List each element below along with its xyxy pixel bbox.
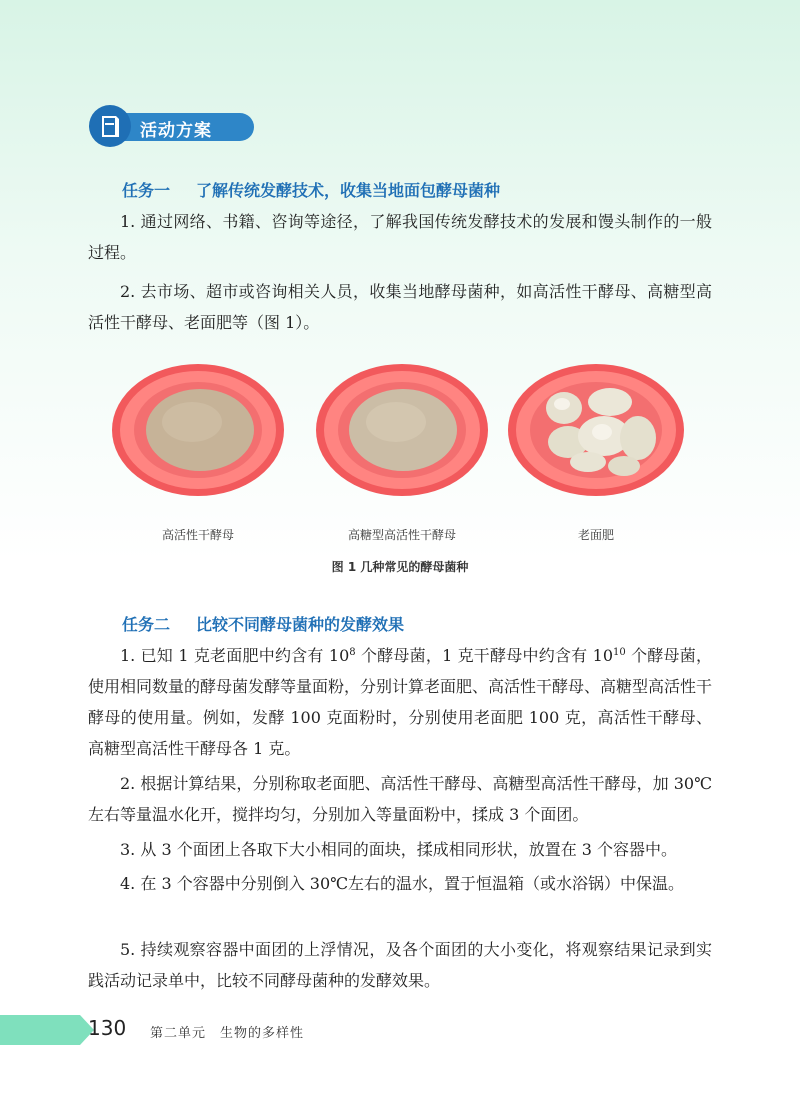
activity-title: 活动方案 <box>140 121 212 141</box>
footer-chapter: 生物的多样性 <box>220 1026 305 1041</box>
plate-high-sugar-yeast <box>314 362 490 498</box>
footer-unit: 第二单元 <box>150 1026 207 1041</box>
task2-heading <box>122 612 404 635</box>
plate-old-dough <box>506 362 686 498</box>
book-icon <box>88 104 132 148</box>
activity-header <box>88 104 258 148</box>
task2-paragraph-1 <box>88 640 712 764</box>
task2-p1-part-b: 个酵母菌，1 克干酵母中约含有 10 <box>355 646 614 665</box>
page-number: 130 <box>88 1016 127 1040</box>
task1-heading <box>122 178 500 201</box>
caption-old-dough: 老面肥 <box>577 528 614 542</box>
figure-caption: 图 1 几种常见的酵母菌种 <box>331 560 469 574</box>
plate-high-activity-yeast <box>110 362 286 498</box>
task2-paragraph-3: 3. 从 3 个面团上各取下大小相同的面块，揉成相同形状，放置在 3 个容器中。 <box>120 840 678 859</box>
footer-running-title <box>150 1022 304 1041</box>
task2-label: 任务二 <box>122 615 171 634</box>
task2-p1-exponent-1: 8 <box>349 647 356 658</box>
caption-high-sugar-yeast: 高糖型高活性干酵母 <box>347 528 456 542</box>
task1-paragraph-2: 2. 去市场、超市或咨询相关人员，收集当地酵母菌种，如高活性干酵母、高糖型高活性干酵母、老面肥等（图 1）。 <box>88 282 712 332</box>
task2-p1-exponent-2: 10 <box>613 647 626 658</box>
footer-accent-bar <box>0 1015 80 1045</box>
task2-p1-part-a: 1. 已知 1 克老面肥中约含有 10 <box>120 646 350 665</box>
task2-title: 比较不同酵母菌种的发酵效果 <box>196 615 405 634</box>
task2-paragraph-5: 5. 持续观察容器中面团的上浮情况，及各个面团的大小变化，将观察结果记录到实践活动记录单中，比较不同酵母菌种的发酵效果。 <box>88 940 712 990</box>
task1-paragraph-1: 1. 通过网络、书籍、咨询等途径，了解我国传统发酵技术的发展和馒头制作的一般过程。 <box>88 212 712 262</box>
task2-p1-part-c: 个酵母菌，使用相同数量的酵母菌发酵等量面粉，分别计算老面肥、高活性干酵母、高糖型高活性干酵母的使用量。例如，发酵 100 克面粉时，分别使用老面肥 100 克，高活性干酵母、高糖型高活性干酵母各 1 克。 <box>88 646 713 758</box>
task1-label: 任务一 <box>122 181 171 200</box>
task2-paragraph-4: 4. 在 3 个容器中分别倒入 30℃左右的温水，置于恒温箱（或水浴锅）中保温。 <box>120 874 685 893</box>
caption-high-activity-yeast: 高活性干酵母 <box>161 528 234 542</box>
task2-paragraph-2: 2. 根据计算结果，分别称取老面肥、高活性干酵母、高糖型高活性干酵母，加 30℃左右等量温水化开，搅拌均匀，分别加入等量面粉中，揉成 3 个面团。 <box>88 774 712 824</box>
task1-title: 了解传统发酵技术，收集当地面包酵母菌种 <box>196 181 501 200</box>
